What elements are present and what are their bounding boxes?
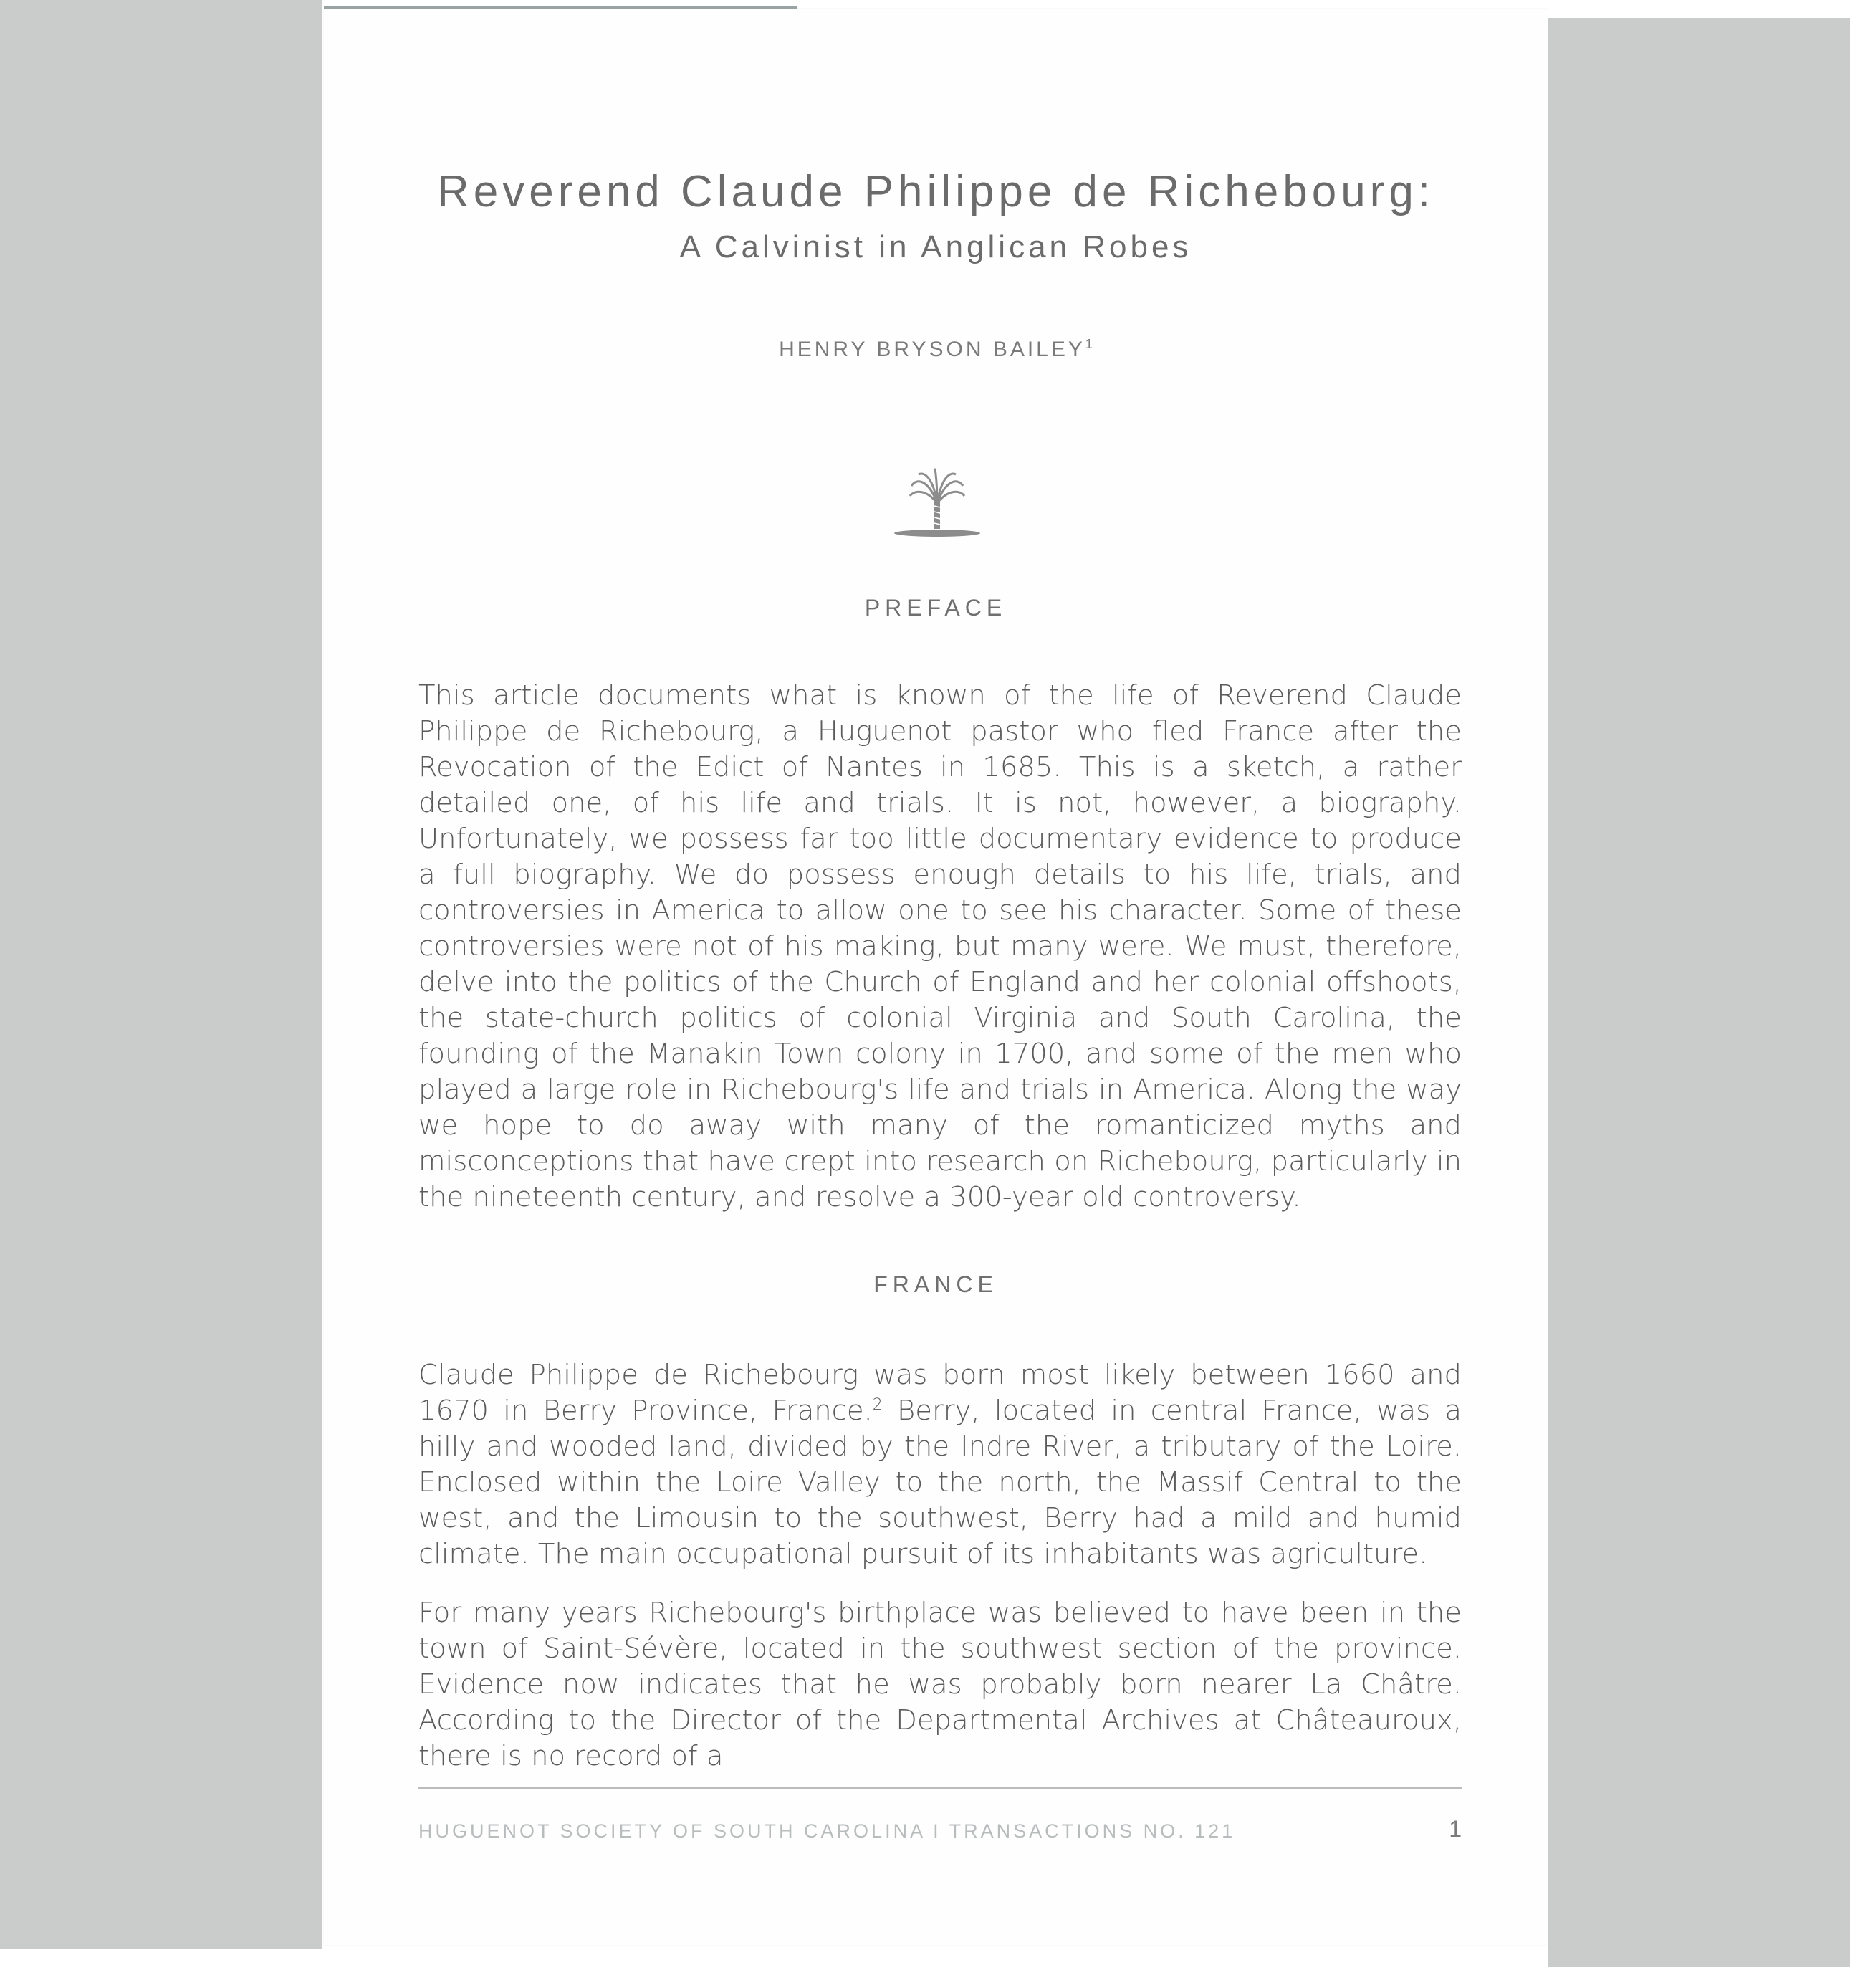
page-top-edge	[324, 6, 797, 9]
page-number: 1	[1449, 1816, 1462, 1842]
running-footer: HUGUENOT SOCIETY OF SOUTH CAROLINA I TRANSACTIONS NO. 121	[418, 1820, 1236, 1842]
france-paragraph-2: For many years Richebourg's birthplace was believed to have been in the town of Saint-Sévère, located in the southwest section of the province. Evidence now indicates that he was probably born nearer La Châtre. According to the Director of the Departmental Archives at Châteauroux, there is no record of a	[418, 1597, 1462, 1772]
france-paragraph-1	[418, 1357, 1462, 1572]
scan-speck	[54, 1127, 57, 1129]
footer-rule	[418, 1787, 1462, 1789]
document-page	[324, 9, 1548, 1945]
france-paragraph-1-text-a: Claude Philippe de Richebourg was born most likely between 1660 and 1670 in Berry Province, France.	[418, 1359, 1462, 1427]
author-name: HENRY BRYSON BAILEY	[779, 338, 1085, 361]
article-title: Reverend Claude Philippe de Richebourg:	[436, 167, 1435, 216]
section-heading-preface: PREFACE	[864, 595, 1007, 621]
section-heading-france: FRANCE	[873, 1271, 998, 1297]
palmetto-tree-icon	[893, 467, 982, 539]
preface-paragraph: This article documents what is known of the life of Reverend Claude Philippe de Richebourg, a Huguenot pastor who fled France after the Revocation of the Edict of Nantes in 1685. This is a sketch, a rather detailed one, of his life and trials. It is not, however, a biography. Unfortunately, we possess far too little documentary evidence to produce a full biography. We do possess enough details to his life, trials, and controversies in America to allow one to see his character. Some of these controversies were not of his making, but many were. We must, therefore, delve into the politics of the Church of England and her colonial offshoots, the state-church politics of colonial Virginia and South Carolina, the founding of the Manakin Town colony in 1700, and some of the men who played a large role in Richebourg's life and trials in America. Along the way we hope to do away with many of the romanticized myths and misconceptions that have crept into research on Richebourg, particularly in the nineteenth century, and resolve a 300-year old controversy.	[418, 679, 1462, 1213]
scan-background-left	[0, 0, 322, 1949]
article-author	[324, 337, 1548, 362]
article-subtitle: A Calvinist in Anglican Robes	[679, 229, 1192, 264]
footnote-ref-1: 1	[1085, 337, 1093, 351]
france-paragraph-1-text-b: Berry, located in central France, was a hilly and wooded land, divided by the Indre River, a tributary of the Loire. Enclosed within the Loire Valley to the north, the Massif Central to the west, and the Limousin to the southwest, Berry had a mild and humid climate. The main occupational pursuit of its inhabitants was agriculture.	[418, 1395, 1462, 1570]
scan-background-right	[1548, 18, 1850, 1967]
footnote-ref-2: 2	[872, 1396, 883, 1415]
